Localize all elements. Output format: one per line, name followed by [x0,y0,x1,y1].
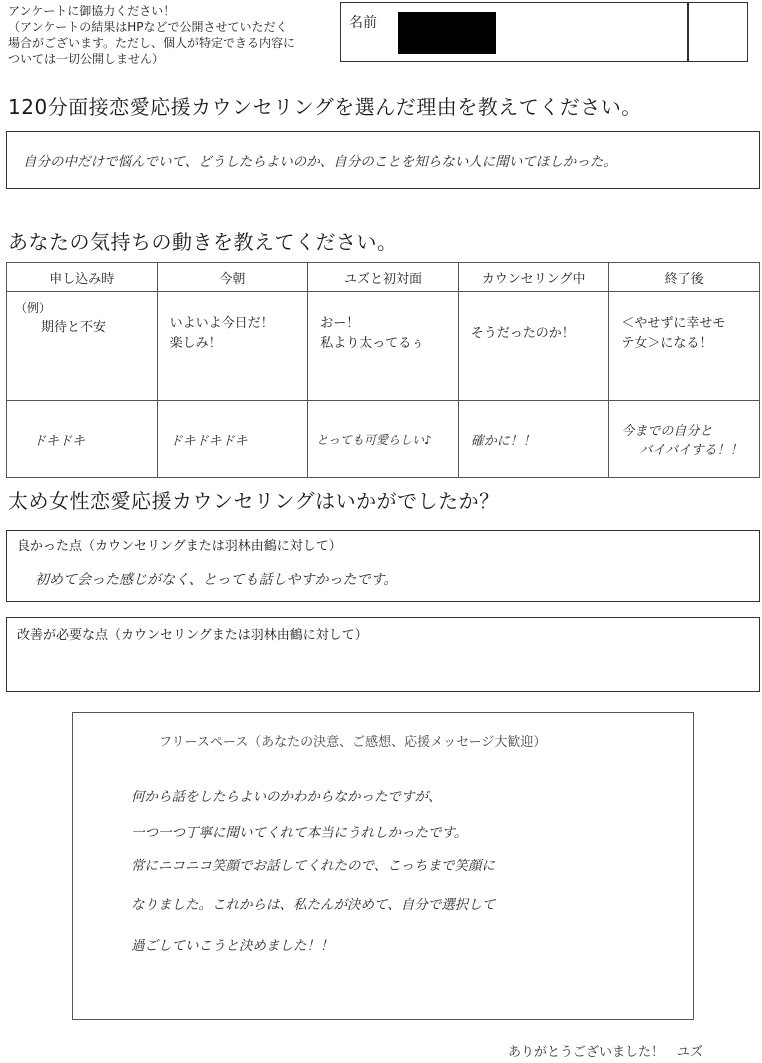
col-header: 終了後 [609,263,760,292]
name-box-divider [687,3,689,61]
free-space-title: フリースペース（あなたの決意、ご感想、応援メッセージ大歓迎） [159,735,547,750]
answer-text: とっても可愛らしい♪ [316,432,432,447]
q1-answer: 自分の中だけで悩んでいて、どうしたらよいのか、自分のことを知らない人に聞いてほしかった。 [23,154,617,170]
example-text: いよいよ今日だ！ [169,316,274,331]
footer-thanks: ありがとうございました！ ユズ [508,1045,704,1060]
answer-row [7,401,760,478]
free-space-line: 過ごしていこうと決めました！！ [131,938,334,954]
example-text: おー！ [320,316,360,331]
survey-intro-note [8,3,338,67]
example-text: 楽しみ！ [169,336,222,351]
improvement-label: 改善が必要な点（カウンセリングまたは羽林由鶴に対して） [17,628,368,643]
answer-cell [308,401,459,478]
free-space-line: 一つ一つ丁寧に聞いてくれて本当にうれしかったです。 [131,825,468,841]
answer-text: ドキドキ [33,433,86,449]
example-cell [308,292,459,401]
good-points-box [6,530,760,602]
answer-cell [7,401,158,478]
free-space-line: なりました。これからは、私たんが決めて、自分で選択して [131,897,496,913]
q2-heading: あなたの気持ちの動きを教えてください。 [8,230,398,254]
feelings-table [6,262,760,478]
example-row [7,292,760,401]
col-header: 今朝 [157,263,308,292]
example-text: 私より太ってるぅ [320,336,425,351]
answer-text: 確かに！！ [470,433,536,449]
name-label: 名前 [349,15,377,31]
good-points-answer: 初めて会った感じがなく、とっても話しやすかったです。 [35,572,398,588]
example-cell [7,292,158,401]
intro-line: ついては一切公開しません） [8,52,165,66]
col-header: 申し込み時 [7,263,158,292]
example-text: そうだったのか！ [470,326,575,341]
good-points-label: 良かった点（カウンセリングまたは羽林由鶴に対して） [17,539,342,554]
feelings-header-row [7,263,760,292]
answer-text: 今までの自分と [621,424,713,439]
free-space-box [72,712,694,1020]
free-space-line: 常にニコニコ笑顔でお話してくれたので、こっちまで笑顔に [131,858,495,874]
example-text: テ女＞になる！ [621,336,713,351]
example-text: 期待と不安 [41,320,107,335]
improvement-box [6,617,760,692]
intro-line: 場合がございます。ただし、個人が特定できる内容に [8,36,296,50]
answer-cell [458,401,609,478]
q1-heading: 120分面接恋愛応援カウンセリングを選んだ理由を教えてください。 [8,95,642,119]
q1-answer-box [6,131,760,189]
answer-text: ドキドキドキ [169,433,248,449]
free-space-line: 何から話をしたらよいのかわからなかったですが、 [131,789,442,805]
example-cell [157,292,308,401]
example-text: ＜やせずに幸せモ [621,316,726,331]
q3-heading: 太め女性恋愛応援カウンセリングはいかがでしたか？ [8,489,500,513]
name-redaction [398,12,496,54]
answer-cell [609,401,760,478]
example-label: （例） [15,301,52,315]
col-header: カウンセリング中 [458,263,609,292]
answer-cell [157,401,308,478]
example-cell [458,292,609,401]
intro-line: アンケートに御協力ください！ [8,4,176,18]
col-header: ユズと初対面 [308,263,459,292]
answer-text: バイバイする！！ [639,443,743,458]
name-field [340,2,748,62]
example-cell [609,292,760,401]
intro-line: （アンケートの結果はHPなどで公開させていただく [8,20,288,34]
